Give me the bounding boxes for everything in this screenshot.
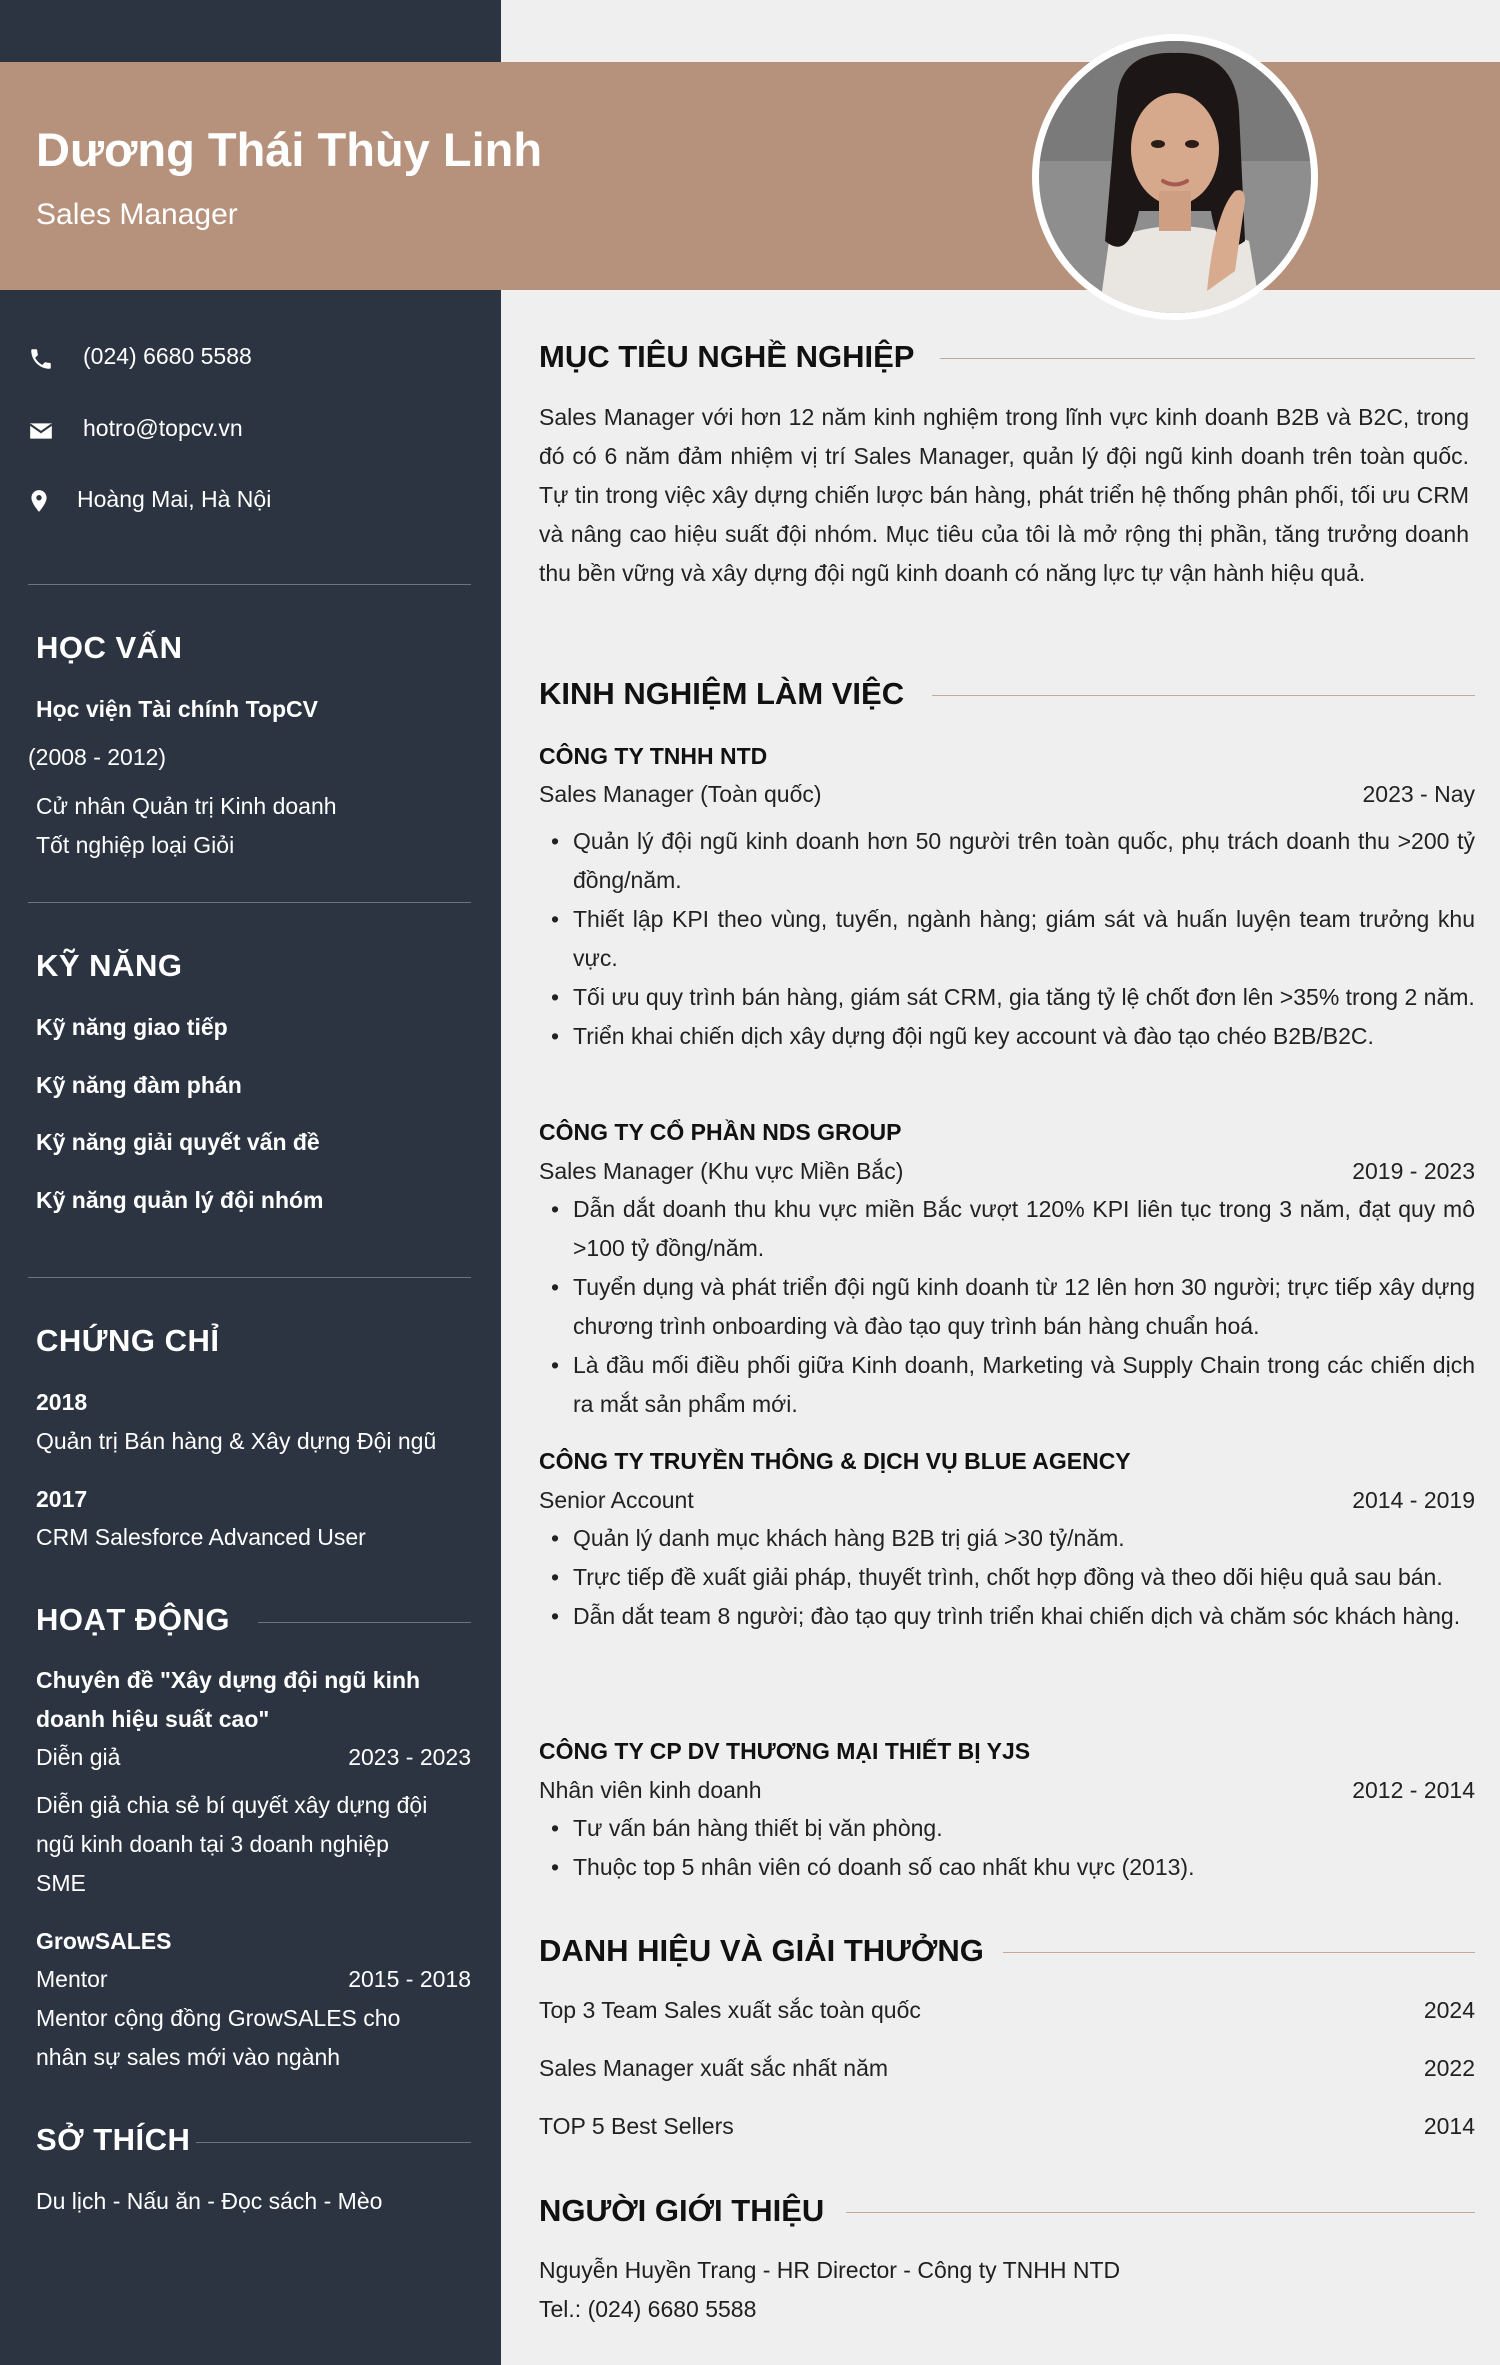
job-company: CÔNG TY TNHH NTD xyxy=(539,743,768,769)
job-bullets xyxy=(539,1190,1475,1424)
objective-heading: MỤC TIÊU NGHỀ NGHIỆP xyxy=(539,339,915,374)
activity-role-row xyxy=(36,1966,471,1993)
certificate-year: 2018 xyxy=(36,1389,88,1415)
envelope-icon xyxy=(28,418,54,444)
activity-desc: nhân sự sales mới vào ngành xyxy=(36,2044,341,2070)
job-period: 2014 - 2019 xyxy=(1352,1487,1475,1513)
sidebar-divider xyxy=(28,584,471,585)
contact-email[interactable]: hotro@topcv.vn xyxy=(83,415,243,441)
heading-rule xyxy=(940,358,1475,359)
award-year: 2024 xyxy=(1423,1997,1475,2023)
job-bullet: • Dẫn dắt team 8 người; đào tạo quy trình triển khai chiến dịch và chăm sóc khách hàng. xyxy=(539,1597,1475,1636)
skill-item: Kỹ năng quản lý đội nhóm xyxy=(36,1187,324,1213)
job-bullet: • Tuyển dụng và phát triển đội ngũ kinh doanh từ 12 lên hơn 30 người; trực tiếp xây dựng chương trình onboarding và đào tạo quy trình bán hàng chuẩn hoá. xyxy=(539,1268,1475,1346)
award-row xyxy=(539,2055,1475,2082)
job-position-row xyxy=(539,1158,1475,1185)
activity-role: Mentor xyxy=(36,1966,108,1992)
job-position: Sales Manager (Khu vực Miền Bắc) xyxy=(539,1158,904,1184)
award-year: 2022 xyxy=(1423,2055,1475,2081)
award-name: TOP 5 Best Sellers xyxy=(539,2113,734,2139)
activity-title: GrowSALES xyxy=(36,1928,172,1954)
job-bullet: • Tư vấn bán hàng thiết bị văn phòng. xyxy=(539,1809,1475,1848)
contact-phone[interactable]: (024) 6680 5588 xyxy=(83,343,252,369)
phone-icon xyxy=(28,346,54,372)
skills-heading: KỸ NĂNG xyxy=(36,948,183,983)
sidebar-divider xyxy=(28,1277,471,1278)
job-bullet: • Là đầu mối điều phối giữa Kinh doanh, Marketing và Supply Chain trong các chiến dịch ra mắt sản phẩm mới. xyxy=(539,1346,1475,1424)
education-grade: Tốt nghiệp loại Giỏi xyxy=(36,832,235,858)
reference-phone: Tel.: (024) 6680 5588 xyxy=(539,2296,757,2322)
award-row xyxy=(539,1997,1475,2024)
activity-period: 2023 - 2023 xyxy=(348,1744,471,1770)
job-position-row xyxy=(539,1487,1475,1514)
job-company: CÔNG TY CP DV THƯƠNG MẠI THIẾT BỊ YJS xyxy=(539,1738,1031,1764)
sidebar-divider xyxy=(28,902,471,903)
activity-title: Chuyên đề "Xây dựng đội ngũ kinh xyxy=(36,1667,421,1693)
certificate-year: 2017 xyxy=(36,1486,88,1512)
profile-photo xyxy=(1032,34,1318,320)
heading-rule xyxy=(846,2212,1475,2213)
skill-item: Kỹ năng đàm phán xyxy=(36,1072,242,1098)
job-position: Sales Manager (Toàn quốc) xyxy=(539,781,822,807)
award-row xyxy=(539,2113,1475,2140)
candidate-title: Sales Manager xyxy=(36,198,238,231)
job-bullets xyxy=(539,1519,1475,1636)
activity-desc: Mentor cộng đồng GrowSALES cho xyxy=(36,2005,401,2031)
references-heading: NGƯỜI GIỚI THIỆU xyxy=(539,2193,825,2228)
activity-desc: Diễn giả chia sẻ bí quyết xây dựng đội xyxy=(36,1792,428,1818)
education-school: Học viện Tài chính TopCV xyxy=(36,696,318,722)
activity-desc: SME xyxy=(36,1870,86,1896)
objective-text: Sales Manager với hơn 12 năm kinh nghiệm trong lĩnh vực kinh doanh B2B và B2C, trong đó có 6 năm đảm nhiệm vị trí Sales Manager, quản lý đội ngũ kinh doanh trên toàn quốc. Tự tin trong việc xây dựng chiến lược bán hàng, phát triển hệ thống phân phối, tối ưu CRM và nâng cao hiệu suất đội nhóm. Mục tiêu của tôi là mở rộng thị phần, tăng trưởng doanh thu bền vững và xây dựng đội ngũ kinh doanh có năng lực tự vận hành hiệu quả. xyxy=(539,404,1469,586)
hobbies-heading: SỞ THÍCH xyxy=(36,2122,191,2157)
activity-role: Diễn giả xyxy=(36,1744,121,1770)
reference-person: Nguyễn Huyền Trang - HR Director - Công ty TNHH NTD xyxy=(539,2257,1121,2283)
certificate-name: Quản trị Bán hàng & Xây dựng Đội ngũ xyxy=(36,1428,437,1454)
job-bullet: • Trực tiếp đề xuất giải pháp, thuyết trình, chốt hợp đồng và theo dõi hiệu quả sau bán. xyxy=(539,1558,1475,1597)
award-name: Top 3 Team Sales xuất sắc toàn quốc xyxy=(539,1997,921,2023)
activity-desc: ngũ kinh doanh tại 3 doanh nghiệp xyxy=(36,1831,389,1857)
contact-address: Hoàng Mai, Hà Nội xyxy=(77,486,272,512)
job-bullet: • Quản lý danh mục khách hàng B2B trị giá >30 tỷ/năm. xyxy=(539,1519,1475,1558)
job-bullet: • Quản lý đội ngũ kinh doanh hơn 50 người trên toàn quốc, phụ trách doanh thu >200 tỷ đồng/năm. xyxy=(539,822,1475,900)
job-position-row xyxy=(539,781,1475,808)
certificates-heading: CHỨNG CHỈ xyxy=(36,1323,220,1358)
job-bullet: • Thiết lập KPI theo vùng, tuyến, ngành hàng; giám sát và huấn luyện team trưởng khu vực. xyxy=(539,900,1475,978)
job-bullet: • Tối ưu quy trình bán hàng, giám sát CRM, gia tăng tỷ lệ chốt đơn lên >35% trong 2 năm. xyxy=(539,978,1475,1017)
job-period: 2019 - 2023 xyxy=(1352,1158,1475,1184)
skill-item: Kỹ năng giải quyết vấn đề xyxy=(36,1129,320,1155)
experience-heading: KINH NGHIỆM LÀM VIỆC xyxy=(539,676,905,711)
candidate-name: Dương Thái Thùy Linh xyxy=(36,123,543,176)
activity-period: 2015 - 2018 xyxy=(348,1966,471,1992)
skill-item: Kỹ năng giao tiếp xyxy=(36,1014,228,1040)
activities-heading: HOẠT ĐỘNG xyxy=(36,1602,230,1637)
job-period: 2023 - Nay xyxy=(1362,781,1475,807)
education-period: (2008 - 2012) xyxy=(28,744,167,770)
job-position: Senior Account xyxy=(539,1487,694,1513)
activity-role-row xyxy=(36,1744,471,1771)
job-position: Nhân viên kinh doanh xyxy=(539,1777,762,1803)
job-bullets xyxy=(539,1809,1475,1887)
hobbies-text: Du lịch - Nấu ăn - Đọc sách - Mèo xyxy=(36,2188,383,2214)
award-name: Sales Manager xuất sắc nhất năm xyxy=(539,2055,889,2081)
job-bullet: • Triển khai chiến dịch xây dựng đội ngũ key account và đào tạo chéo B2B/B2C. xyxy=(539,1017,1475,1056)
job-bullet: • Thuộc top 5 nhân viên có doanh số cao nhất khu vực (2013). xyxy=(539,1848,1475,1887)
job-company: CÔNG TY TRUYỀN THÔNG & DỊCH VỤ BLUE AGENCY xyxy=(539,1448,1131,1474)
heading-rule xyxy=(196,2142,471,2143)
location-pin-icon xyxy=(26,488,52,514)
heading-rule xyxy=(258,1622,471,1623)
job-period: 2012 - 2014 xyxy=(1352,1777,1475,1803)
certificate-name: CRM Salesforce Advanced User xyxy=(36,1524,366,1550)
job-position-row xyxy=(539,1777,1475,1804)
job-bullet: • Dẫn dắt doanh thu khu vực miền Bắc vượt 120% KPI liên tục trong 3 năm, đạt quy mô >100 tỷ đồng/năm. xyxy=(539,1190,1475,1268)
awards-heading: DANH HIỆU VÀ GIẢI THƯỞNG xyxy=(539,1933,984,1968)
heading-rule xyxy=(932,695,1475,696)
award-year: 2014 xyxy=(1423,2113,1475,2139)
heading-rule xyxy=(1003,1952,1475,1953)
education-heading: HỌC VẤN xyxy=(36,630,183,665)
activity-title: doanh hiệu suất cao" xyxy=(36,1706,270,1732)
job-company: CÔNG TY CỔ PHẦN NDS GROUP xyxy=(539,1119,902,1145)
education-degree: Cử nhân Quản trị Kinh doanh xyxy=(36,793,337,819)
job-bullets xyxy=(539,822,1475,1056)
